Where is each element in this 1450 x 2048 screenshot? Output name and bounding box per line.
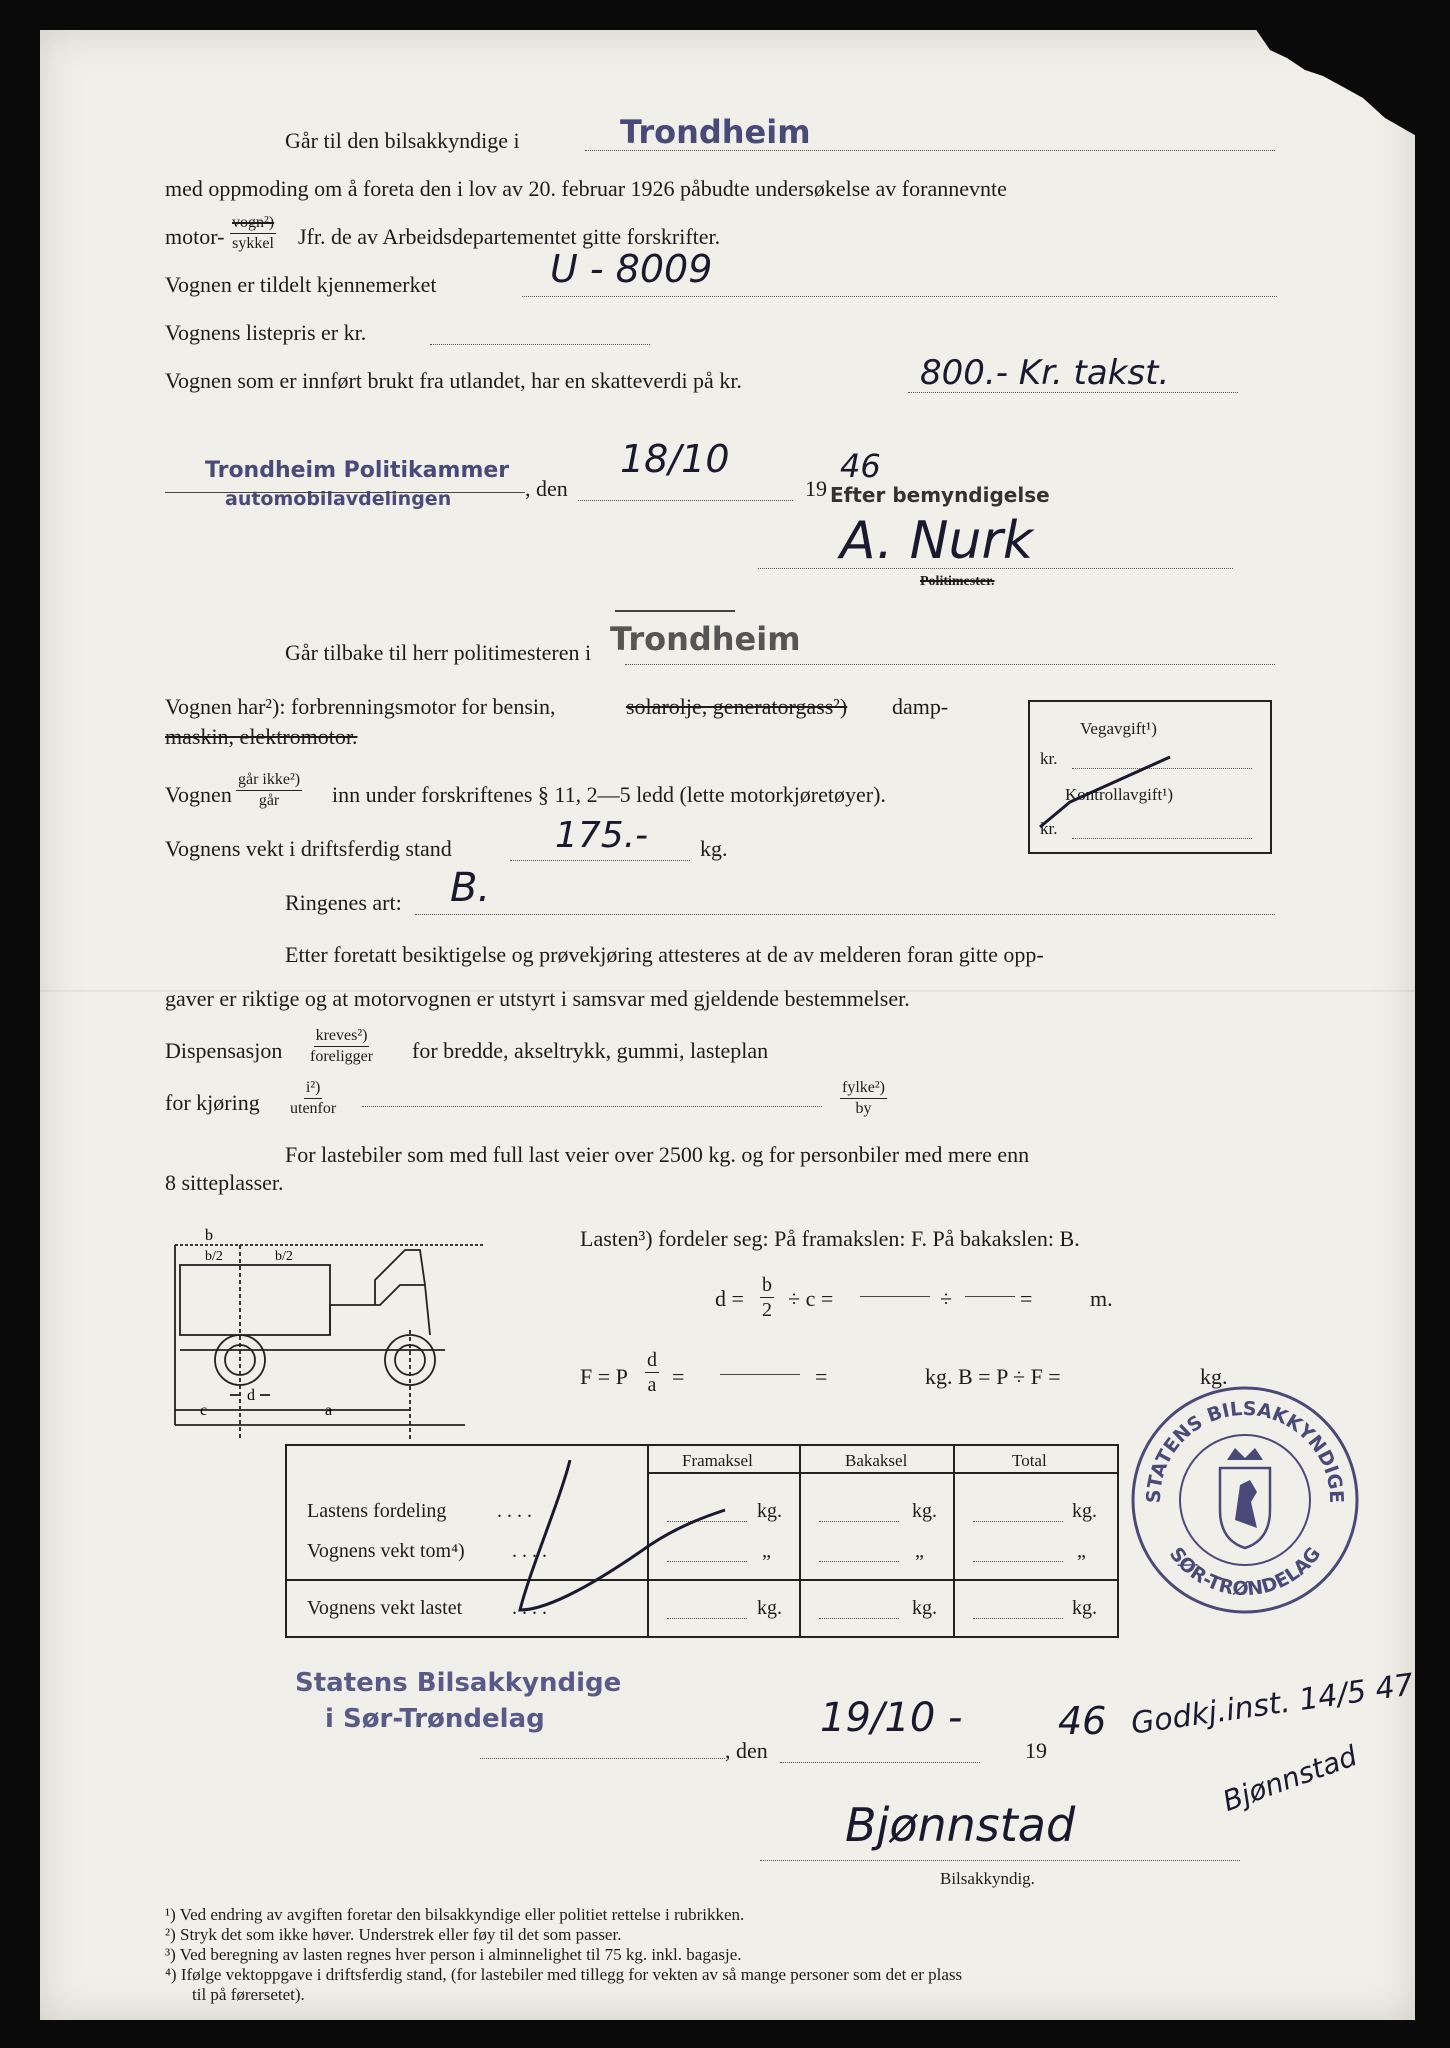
return-line [625,664,1275,665]
header-line2: med oppmoding om å foreta den i lov av 20. februar 1926 påbudte undersøkelse av forannevnte [165,176,1007,201]
kjennemerke-line [522,296,1277,297]
formula-minus-c: ÷ c = [788,1286,834,1311]
table-row1-cell1: kg. [757,1500,782,1522]
motor-line1-b: solarolje, generatorgass²) [626,694,848,719]
vegavgift-kr: kr. [1040,749,1058,768]
kontrollavgift-label: Kontrollavgift¹) [1065,785,1174,804]
vekt-unit: kg. [700,836,728,861]
formula-kg-end: kg. [1200,1364,1228,1389]
kjoring-fraction: i²) utenfor [290,1079,337,1117]
table-row2-line3 [973,1561,1063,1562]
closing-office-line [480,1758,725,1759]
police-title: Politimester. [920,574,995,589]
table-row3-cell1: kg. [757,1597,782,1619]
header-line3-prefix: motor- [165,224,225,249]
section-divider [615,610,735,612]
ringer-label: Ringenes art: [285,890,402,915]
table-row1-line3 [973,1521,1063,1522]
police-date-value: 18/10 [620,437,730,481]
attest-line1: Etter foretatt besiktigelse og prøvekjøring attesteres at de av melderen foran gitte opp- [285,942,1044,967]
table-row3-line3 [973,1618,1063,1619]
form-sheet [40,30,1415,2020]
forskrift-suffix: inn under forskriftenes § 11, 2—5 ledd (lette motorkjøretøyer). [332,782,886,807]
police-signature: A. Nurk [840,511,1033,571]
formula-blank-1 [860,1296,930,1297]
kjennemerke-value: U - 8009 [550,247,713,291]
footnote-2: ²) Stryk det som ikke høver. Understrek eller føy til det som passer. [165,1925,622,1944]
diagram-label-b2b: b/2 [275,1249,293,1264]
listepris-label: Vognens listepris er kr. [165,320,367,345]
vekt-label: Vognens vekt i driftsferdig stand [165,836,452,861]
margin-note: Godkj.inst. 14/5 47 [1128,1667,1416,1742]
vekt-value: 175.- [555,815,649,856]
motor-type-fraction: vogn²) sykkel [232,214,275,252]
header-line3-suffix: Jfr. de av Arbeidsdepartementet gitte forskrifter. [298,224,721,249]
closing-date-line [780,1762,980,1763]
footnote-4-cont: til på førersetet). [192,1985,305,2004]
table-row3-label: Vognens vekt lastet [307,1597,463,1619]
fees-strike-mark [1030,702,1270,852]
table-row1-cell2: kg. [912,1500,937,1522]
table-row3-dots: . . . . [512,1597,547,1619]
closing-year-prefix: 19 [1025,1738,1047,1763]
table-header-framaksel: Framaksel [682,1451,753,1470]
header-line1-prefix: Går til den bilsakkyndige i [285,128,520,153]
crown-icon [1227,1448,1263,1460]
closing-stamp-line1: Statens Bilsakkyndige [295,1668,622,1698]
table-row3-line2 [819,1618,899,1619]
diagram-label-c: c [200,1402,208,1419]
forskrift-fraction: går ikke²) går [238,771,301,809]
closing-stamp-line2: i Sør-Trøndelag [325,1704,545,1734]
police-stamp-line1: Trondheim Politikammer [205,458,510,483]
diagram-label-b2a: b/2 [205,1249,223,1264]
closing-year-value: 46 [1058,1699,1107,1743]
motor-line1-c: damp- [892,694,949,719]
closing-title: Bilsakkyndig. [940,1869,1035,1888]
police-signature-line [758,568,1233,569]
table-row1-cell3: kg. [1072,1500,1097,1522]
closing-signature: Bjønnstad [845,1798,1076,1852]
svg-text:SØR-TRØNDELAG [1165,1543,1325,1600]
diagram-label-d: d [247,1387,255,1404]
ringer-value: B. [450,865,491,911]
formula-minus: ÷ [940,1286,953,1311]
table-row2-cell3: „ [1077,1540,1086,1562]
closing-date-value: 19/10 - [820,1695,963,1741]
kontrollavgift-kr: kr. [1040,819,1058,838]
fees-box [1028,700,1272,854]
skatteverdi-label: Vognen som er innført brukt fra utlandet, har en skatteverdi på kr. [165,368,742,393]
destination-city-stamp: Trondheim [620,113,811,151]
kjoring-line [362,1106,822,1107]
round-stamp [1125,1380,1365,1620]
lastebil-line1: For lastebiler som med full last veier over 2500 kg. og for personbiler med mere enn [285,1142,1030,1167]
formula-eq3: = [815,1364,828,1389]
formula-kg-b: kg. B = P ÷ F = [925,1364,1061,1389]
police-office-line [165,492,525,493]
footnote-4: ⁴) Ifølge vektoppgave i driftsferdig stand, (for lastebiler med tillegg for vekten av så mange personer som det er plass [165,1965,963,1984]
table-row2-cell2: „ [915,1540,924,1562]
table-row1-label: Lastens fordeling [307,1500,447,1522]
closing-signature-line [760,1860,1240,1861]
footnote-1: ¹) Ved endring av avgiften foretar den bilsakkyndige eller politiet rettelse i rubrikken. [165,1905,745,1924]
table-header-bakaksel: Bakaksel [845,1451,908,1470]
table-row2-line2 [819,1561,899,1562]
listepris-line [430,344,650,345]
return-city-stamp: Trondheim [610,620,801,658]
round-stamp-bottom-text: SØR-TRØNDELAG [1164,1543,1326,1601]
round-stamp-top-text: STATENS BILSAKKYNDIGE [1142,1397,1348,1504]
lasten-line: Lasten³) fordeler seg: På framakslen: F. På bakakslen: B. [580,1226,1080,1251]
return-label: Går tilbake til herr politimesteren i [285,640,592,665]
police-stamp-line2: automobilavdelingen [225,488,452,510]
formula-f-eq: F = P [580,1364,628,1389]
formula-blank-3 [720,1374,800,1375]
table-row2-label: Vognens vekt tom⁴) [307,1540,465,1562]
lion-icon [1235,1480,1257,1528]
margin-signature: Bjønnstad [1218,1739,1362,1818]
police-year-prefix: 19 [805,476,827,501]
table-row1-line2 [819,1521,899,1522]
lastebil-line2: 8 sitteplasser. [165,1170,284,1195]
police-den-label: , den [525,476,568,501]
police-date-line [578,500,793,501]
table-row2-dots: . . . . [512,1540,547,1562]
formula-d-eq: d = [715,1286,744,1311]
formula-blank-2 [965,1296,1015,1297]
formula-eq2: = [672,1364,685,1389]
attest-line2: gaver er riktige og at motorvognen er utstyrt i samsvar med gjeldende bestemmelser. [165,986,910,1011]
diagram-label-a: a [325,1402,333,1419]
closing-den-label: , den [725,1738,768,1763]
table-row2-cell1: „ [762,1540,771,1562]
footnote-3: ³) Ved beregning av lasten regnes hver person i alminnelighet til 75 kg. inkl. bagasje. [165,1945,742,1964]
forskrift-prefix: Vognen [165,782,232,807]
formula-b-over-2: $\frac{b}{2}$ [762,1274,772,1321]
vegavgift-label: Vegavgift¹) [1080,719,1157,738]
hand-stroke [510,1460,750,1620]
skatteverdi-value: 800.- Kr. takst. [920,353,1170,393]
table-row3-cell2: kg. [912,1597,937,1619]
authority-stamp: Efter bemyndigelse [830,483,1050,507]
table-row3-cell3: kg. [1072,1597,1097,1619]
fylke-fraction: fylke²) by [842,1079,885,1117]
ringer-line [415,914,1275,915]
truck-diagram [165,1210,585,1460]
table-header-total: Total [1012,1451,1047,1470]
torn-corner [1235,28,1420,138]
motor-line1-a: Vognen har²): forbrenningsmotor for bensin, [165,694,556,719]
disp-suffix: for bredde, akseltrykk, gummi, lasteplan [412,1038,769,1063]
motor-line2: maskin, elektromotor. [165,724,358,749]
vekt-line [510,860,690,861]
formula-eq: = [1020,1286,1033,1311]
kjoring-prefix: for kjøring [165,1090,260,1115]
formula-m: m. [1090,1286,1113,1311]
kjennemerke-label: Vognen er tildelt kjennemerket [165,272,437,297]
diagram-label-b: b [205,1227,213,1244]
table-row1-dots: . . . . [497,1500,532,1522]
disp-prefix: Dispensasjon [165,1038,283,1063]
police-year-value: 46 [840,447,881,485]
disp-fraction: kreves²) foreligger [310,1027,374,1065]
formula-d-over-a: $\frac{d}{a}$ [647,1349,657,1396]
